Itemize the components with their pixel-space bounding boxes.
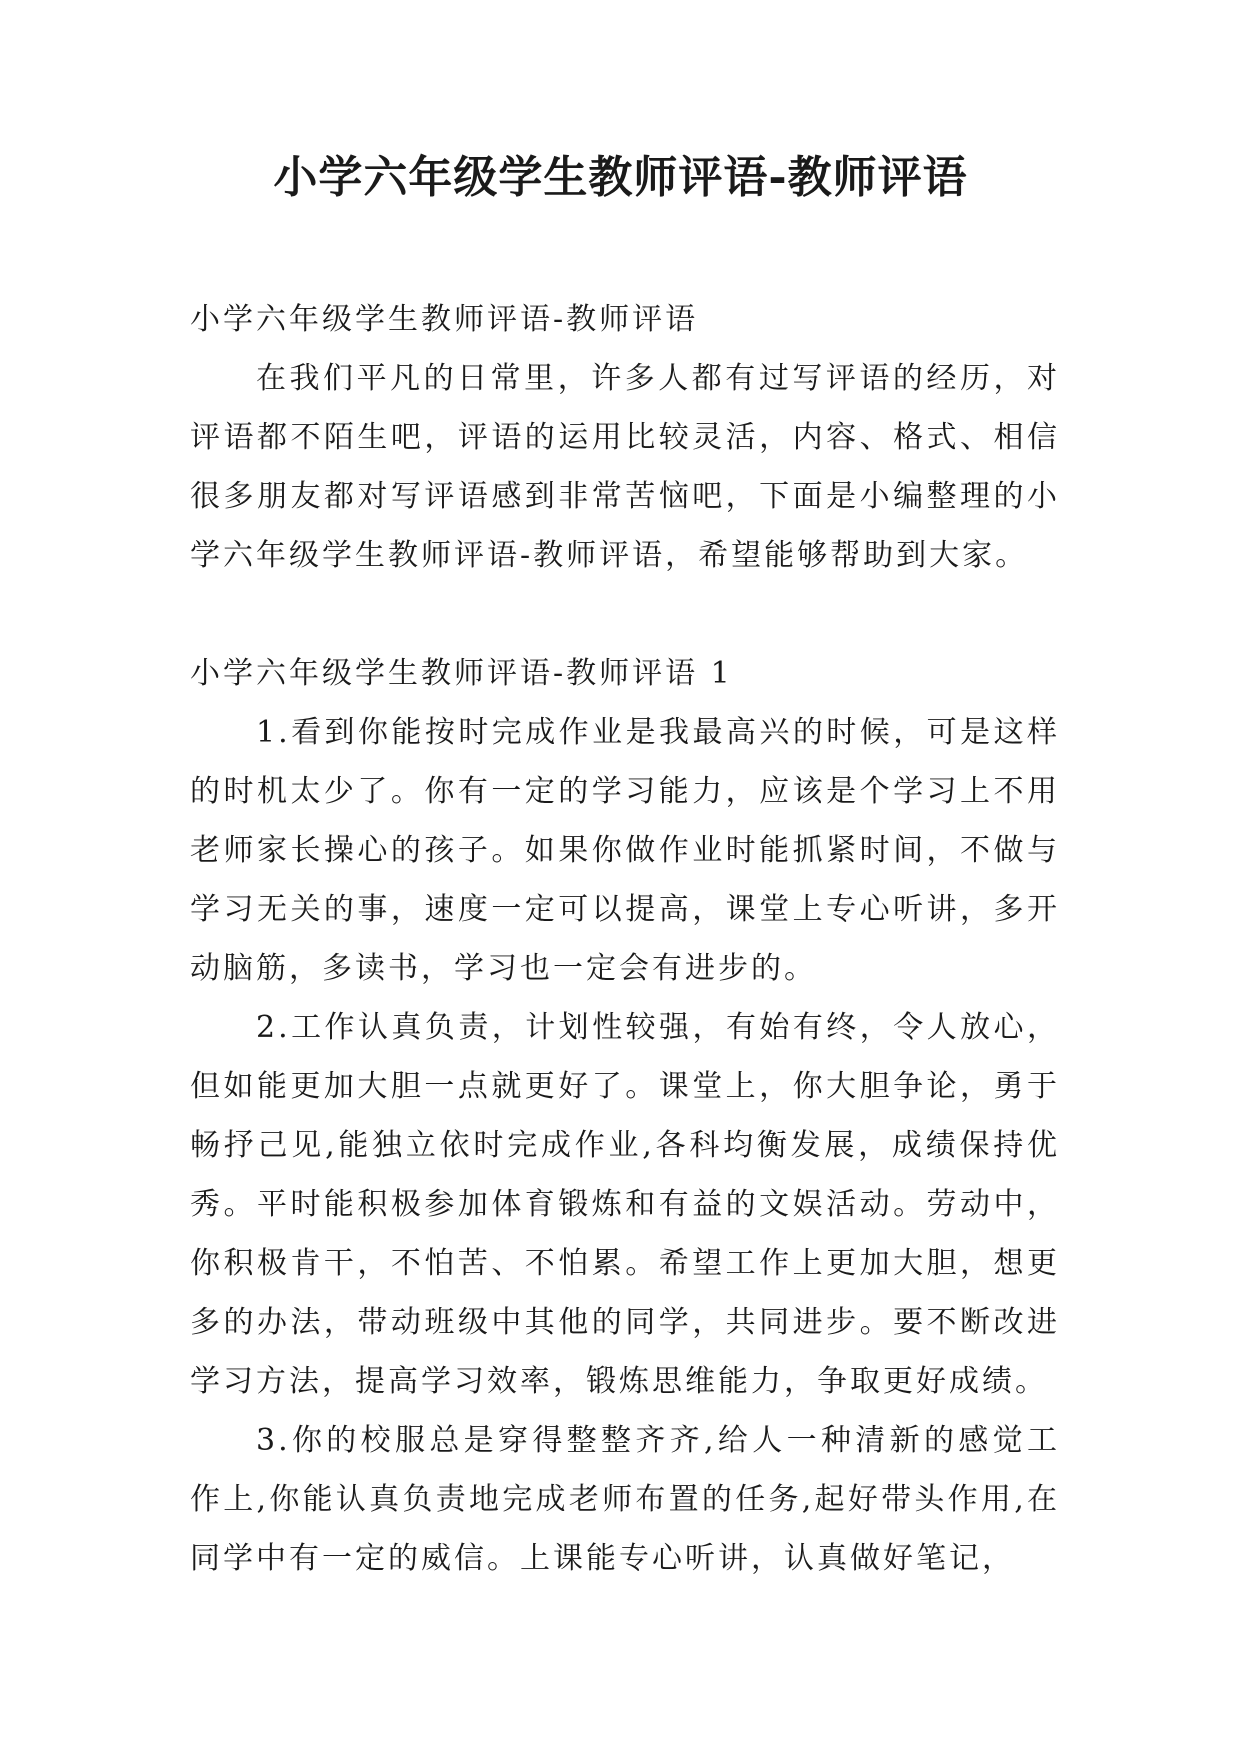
intro-paragraph: 在我们平凡的日常里，许多人都有过写评语的经历，对评语都不陌生吧，评语的运用比较灵活，内容、格式、相信很多朋友都对写评语感到非常苦恼吧，下面是小编整理的小学六年级学生教师评语-教师评语，希望能够帮助到大家。 — [190, 361, 1060, 573]
comment-item-1: 1.看到你能按时完成作业是我最高兴的时候，可是这样的时机太少了。你有一定的学习能力，应该是个学习上不用老师家长操心的孩子。如果你做作业时能抓紧时间，不做与学习无关的事，速度一定可以提高，课堂上专心听讲，多开动脑筋，多读书，学习也一定会有进步的。 — [190, 715, 1060, 986]
section-heading: 小学六年级学生教师评语-教师评语 1 — [190, 656, 733, 691]
paragraph-spacer — [190, 585, 1060, 644]
intro-heading: 小学六年级学生教师评语-教师评语 — [190, 302, 699, 337]
document-title: 小学六年级学生教师评语-教师评语 — [273, 152, 968, 203]
comment-item-2: 2.工作认真负责，计划性较强，有始有终，令人放心，但如能更加大胆一点就更好了。课堂上，你大胆争论，勇于畅抒己见,能独立依时完成作业,各科均衡发展，成绩保持优秀。平时能积极参加体育锻炼和有益的文娱活动。劳动中，你积极肯干，不怕苦、不怕累。希望工作上更加大胆，想更多的办法，带动班级中其他的同学，共同进步。要不断改进学习方法，提高学习效率，锻炼思维能力，争取更好成绩。 — [190, 1010, 1060, 1399]
document-body — [190, 290, 1060, 1588]
comment-item-3: 3.你的校服总是穿得整整齐齐,给人一种清新的感觉工作上,你能认真负责地完成老师布置的任务,起好带头作用,在同学中有一定的威信。上课能专心听讲，认真做好笔记， — [190, 1423, 1060, 1576]
